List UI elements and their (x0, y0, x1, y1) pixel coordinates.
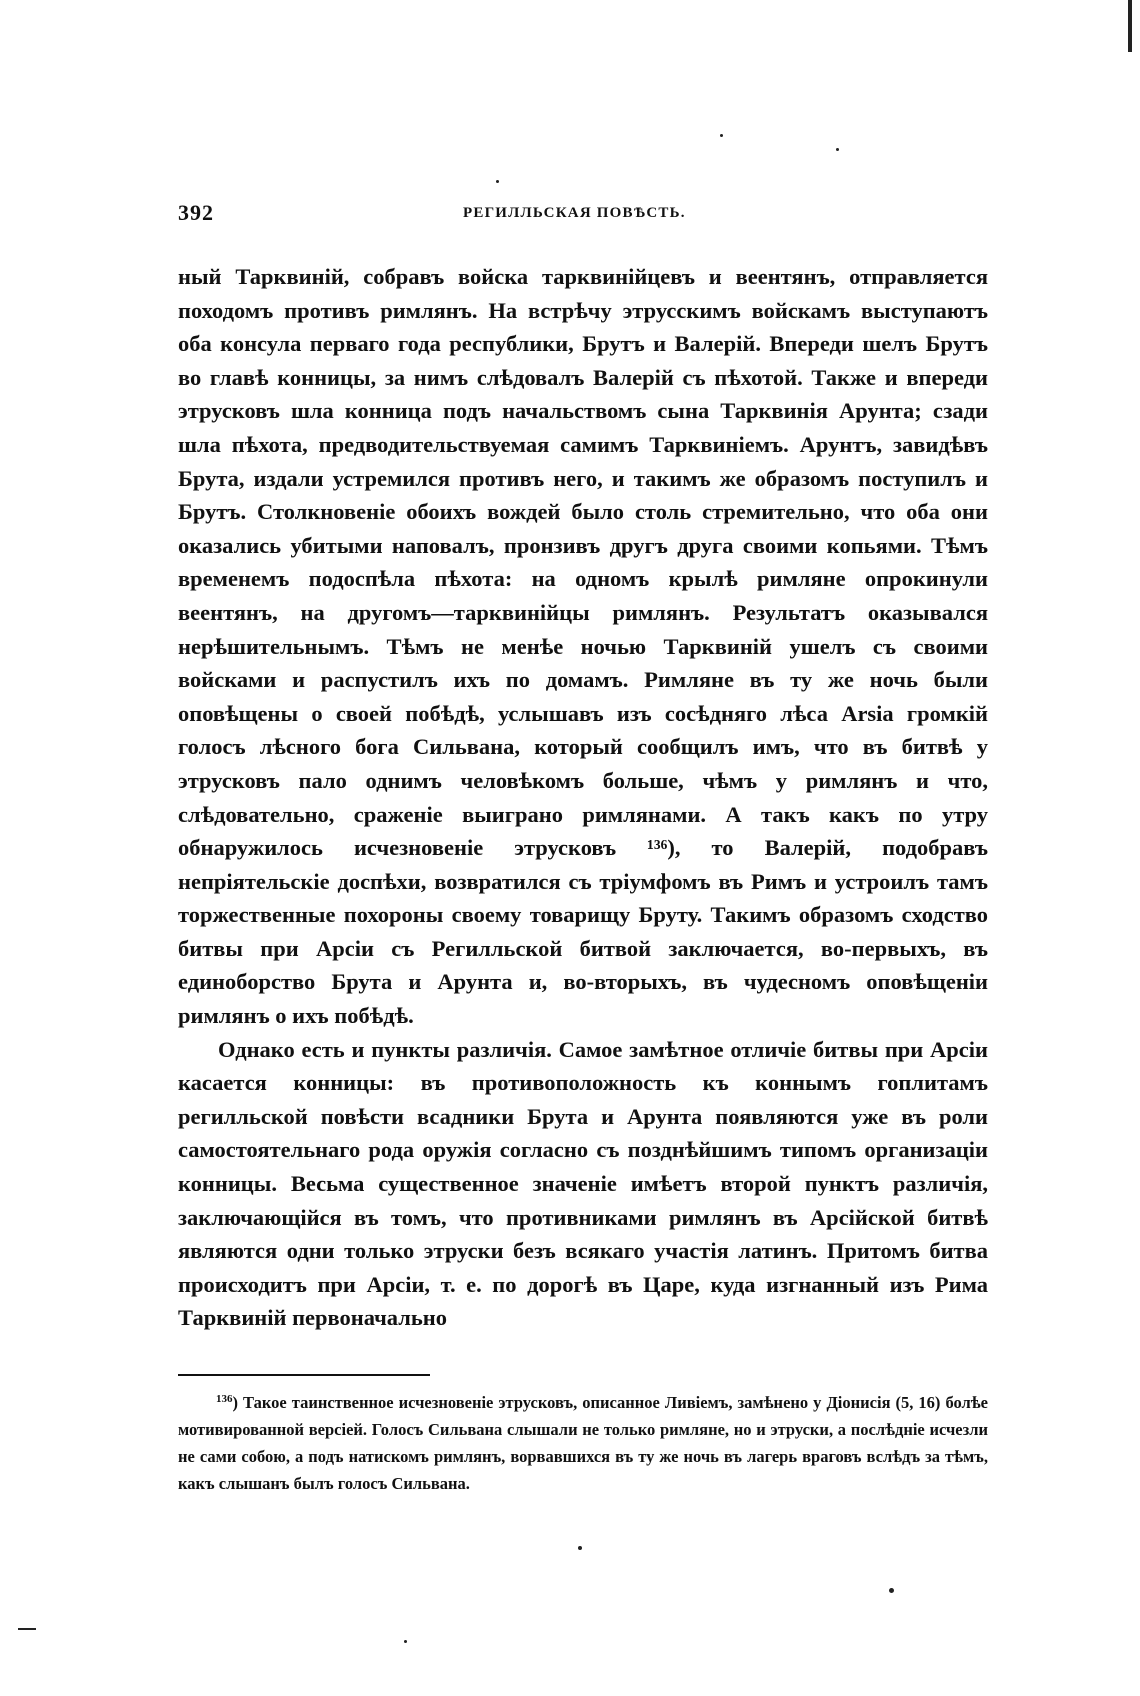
scan-speck (836, 148, 839, 151)
scan-speck (404, 1640, 407, 1643)
scan-speck (18, 1628, 36, 1630)
footnote-divider (178, 1374, 430, 1376)
paragraph-2: Однако есть и пункты различія. Самое замѣтное отличіе битвы при Арсіи касается конницы: въ противоположность къ коннымъ гоплитамъ регилльской повѣсти всадники Брута и Арунта появляются уже въ роли самостоятельнаго рода оружія согласно съ позднѣйшимъ типомъ организаціи конницы. Весьма существенное значеніе имѣетъ второй пунктъ различія, заключающійся въ томъ, что противниками римлянъ въ Арсійской битвѣ являются одни только этруски безъ всякаго участія латинъ. Притомъ битва происходитъ при Арсіи, т. е. по дорогѣ въ Царе, куда изгнанный изъ Рима Тарквиній первоначально (178, 1036, 988, 1331)
scan-speck (889, 1588, 894, 1593)
scan-speck (496, 180, 499, 183)
page-number: 392 (178, 200, 214, 225)
scan-speck (720, 134, 723, 137)
scan-edge-mark (1128, 0, 1132, 52)
running-title: РЕГИЛЛЬСКАЯ ПОВѢСТЬ. (463, 205, 686, 221)
footnote-text: ) Такое таинственное исчезновеніе этрусковъ, описанное Ливіемъ, замѣнено у Діонисія (5, 16) болѣе мотивированной версіей. Голосъ Сильвана слышали не только римляне, но и этруски, а послѣдніе исчезли не сами собою, а подъ натискомъ римлянъ, ворвавшихся въ ту же ночь въ лагерь враговъ вслѣдъ за тѣмъ, какъ слышанъ былъ голосъ Сильвана. (178, 1393, 988, 1493)
footnote-marker: 136 (216, 1393, 233, 1405)
main-text (178, 260, 988, 1335)
scan-speck (578, 1546, 582, 1550)
footnote-136 (178, 1386, 988, 1497)
page-header (178, 200, 988, 236)
paragraph-1: ный Тарквиній, собравъ войска тарквинійцевъ и веентянъ, отправляется походомъ противъ римлянъ. На встрѣчу этрусскимъ войскамъ выступаютъ оба консула перваго года республики, Брутъ и Валерій. Впереди шелъ Брутъ во главѣ конницы, за нимъ слѣдовалъ Валерій съ пѣхотой. Также и впереди этрусковъ шла конница подъ начальствомъ сына Тарквинія Арунта; сзади шла пѣхота, предводительствуемая самимъ Тарквиніемъ. Арунтъ, завидѣвъ Брута, издали устремился противъ него, и такимъ же образомъ поступилъ и Брутъ. Столкновеніе обоихъ вождей было столь стремительно, что оба они оказались убитыми наповалъ, пронзивъ другъ друга своими копьями. Тѣмъ временемъ подоспѣла пѣхота: на одномъ крылѣ римляне опрокинули веентянъ, на другомъ—тарквинійцы римлянъ. Результатъ оказывался нерѣшительнымъ. Тѣмъ не менѣе ночью Тарквиній ушелъ съ своими войсками и распустилъ ихъ по домамъ. Римляне въ ту же ночь были оповѣщены о своей побѣдѣ, услышавъ изъ сосѣдняго лѣса Arsia громкій голосъ лѣсного бога Сильвана, который сообщилъ имъ, что въ битвѣ у этрусковъ пало однимъ человѣкомъ больше, чѣмъ у римлянъ и что, слѣдовательно, сраженіе выиграно римлянами. А такъ какъ по утру обнаружилось исчезновеніе этрусковъ ¹³⁶), то Валерій, подобравъ непріятельскіе доспѣхи, возвратился съ тріумфомъ въ Римъ и устроилъ тамъ торжественные похороны своему товарищу Бруту. Такимъ образомъ сходство битвы при Арсіи съ Регилльской битвой заключается, во-первыхъ, въ единоборство Брута и Арунта и, во-вторыхъ, въ чудесномъ оповѣщеніи римлянъ о ихъ побѣдѣ. (178, 264, 988, 1029)
